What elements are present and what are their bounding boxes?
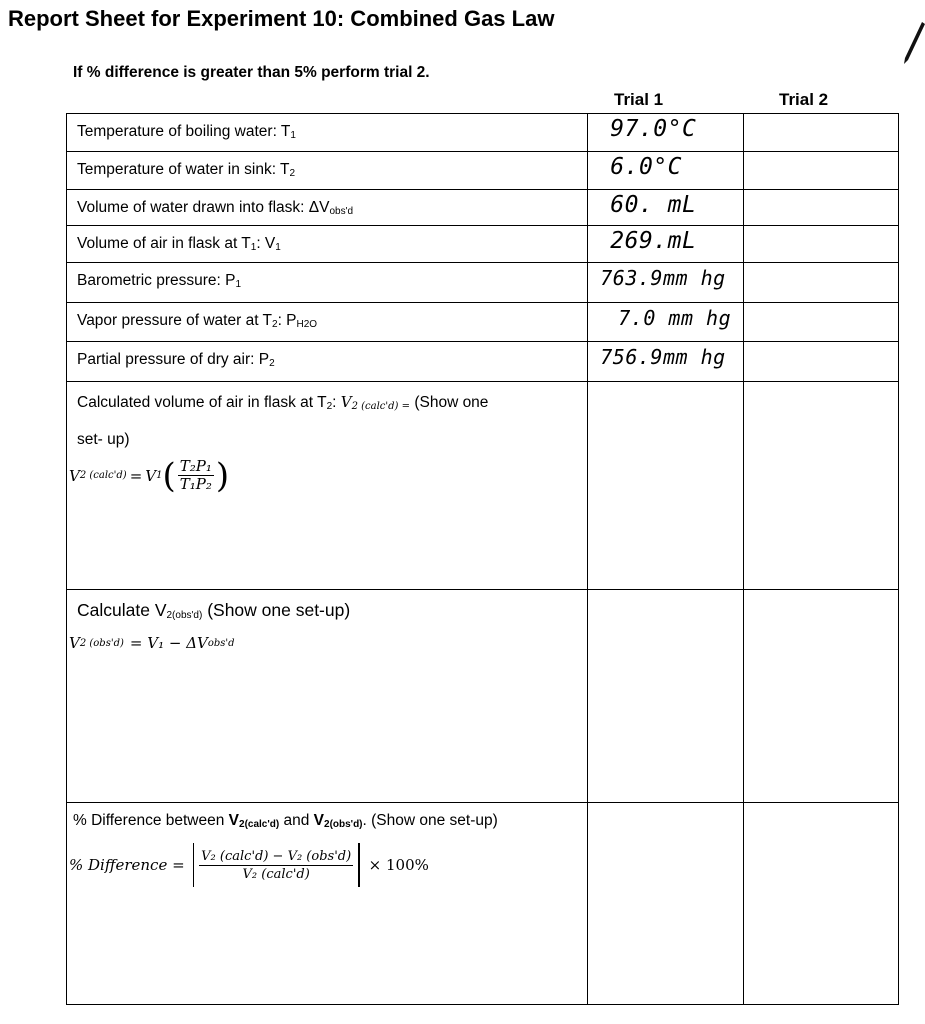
table-row	[67, 803, 899, 1005]
calc-diff-formula: % Difference = $\frac{\text{V₂ (calc'd) − V₂ (obs'd)}}{\text{V₂ (calc'd)}}$ × 100%	[67, 843, 587, 887]
trial-1-cell[interactable]	[588, 263, 743, 303]
table-row	[67, 263, 899, 303]
trial-2-cell[interactable]	[743, 590, 898, 803]
handwritten-value: 60. mL	[610, 192, 697, 218]
trial-2-cell[interactable]	[743, 263, 898, 303]
trial-1-cell[interactable]	[588, 382, 743, 590]
trial-1-cell[interactable]	[588, 590, 743, 803]
calc-v2-label: Calculated volume of air in flask at $T_2$: $V_{2 (calc'd) =}$ (Show one set- up)	[77, 393, 489, 448]
row-label: Volume of water drawn into flask: $\Delta V_{obs'd}$	[67, 190, 588, 226]
table-row	[67, 382, 899, 590]
column-header-trial-1: Trial 1	[614, 90, 664, 109]
handwritten-value: 756.9mm hg	[600, 345, 726, 369]
pen-icon	[900, 20, 925, 65]
trial-2-cell[interactable]	[743, 803, 898, 1005]
report-table	[66, 113, 899, 1005]
trial-1-cell[interactable]	[588, 342, 743, 382]
calc-obs-cell	[67, 590, 588, 803]
handwritten-value: 7.0 mm hg	[618, 306, 732, 330]
trial-1-cell[interactable]	[588, 303, 743, 342]
calc-obs-label: Calculate $V_{2(obs'd)}$ (Show one set-up)	[77, 600, 351, 621]
row-label: Temperature of water in sink: $T_2$	[67, 152, 588, 190]
calc-v2-cell	[67, 382, 588, 590]
trial-2-cell[interactable]	[743, 303, 898, 342]
calc-diff-cell	[67, 803, 588, 1005]
calc-diff-label: % Difference between $V_{2(calc'd)}$ and $V_{2(obs'd)}$. (Show one set-up)	[73, 812, 498, 830]
table-row	[67, 342, 899, 382]
calc-obs-formula: V 2 (obs'd) = V₁ − ΔV obs'd	[69, 634, 235, 652]
handwritten-value: 763.9mm hg	[600, 266, 726, 290]
table-row	[67, 303, 899, 342]
trial-2-cell[interactable]	[743, 226, 898, 263]
table-row	[67, 226, 899, 263]
table-row	[67, 152, 899, 190]
row-label: Volume of air in flask at $T_1$: $V_1$	[67, 226, 588, 263]
trial-1-cell[interactable]	[588, 152, 743, 190]
table-row	[67, 114, 899, 152]
row-label: Barometric pressure: $P_1$	[67, 263, 588, 303]
column-header-trial-2: Trial 2	[779, 90, 829, 109]
trial-1-cell[interactable]	[588, 226, 743, 263]
page-title: Report Sheet for Experiment 10: Combined Gas Law	[8, 6, 555, 31]
trial-1-cell[interactable]	[588, 803, 743, 1005]
trial-2-cell[interactable]	[743, 190, 898, 226]
trial-1-cell[interactable]	[588, 190, 743, 226]
table-row	[67, 190, 899, 226]
trial-2-cell[interactable]	[743, 342, 898, 382]
calc-v2-formula: V 2 (calc'd) = V 1 ( $\frac{\text{T₂P₁}}{\text{T₁P₂}}$ )	[69, 455, 230, 496]
handwritten-value: 6.0°C	[610, 154, 682, 180]
trial-2-cell[interactable]	[743, 382, 898, 590]
trial-2-cell[interactable]	[743, 152, 898, 190]
row-label: Temperature of boiling water: $T_1$	[67, 114, 588, 152]
row-label: Vapor pressure of water at $T_2$: $P_{H2O}$	[67, 303, 588, 342]
trial-2-cell[interactable]	[743, 114, 898, 152]
table-row	[67, 590, 899, 803]
handwritten-value: 269.mL	[610, 228, 697, 254]
trial-1-cell[interactable]	[588, 114, 743, 152]
handwritten-value: 97.0°C	[610, 116, 697, 142]
row-label: Partial pressure of dry air: $P_2$	[67, 342, 588, 382]
instruction-text: If % difference is greater than 5% perform trial 2.	[73, 64, 430, 81]
